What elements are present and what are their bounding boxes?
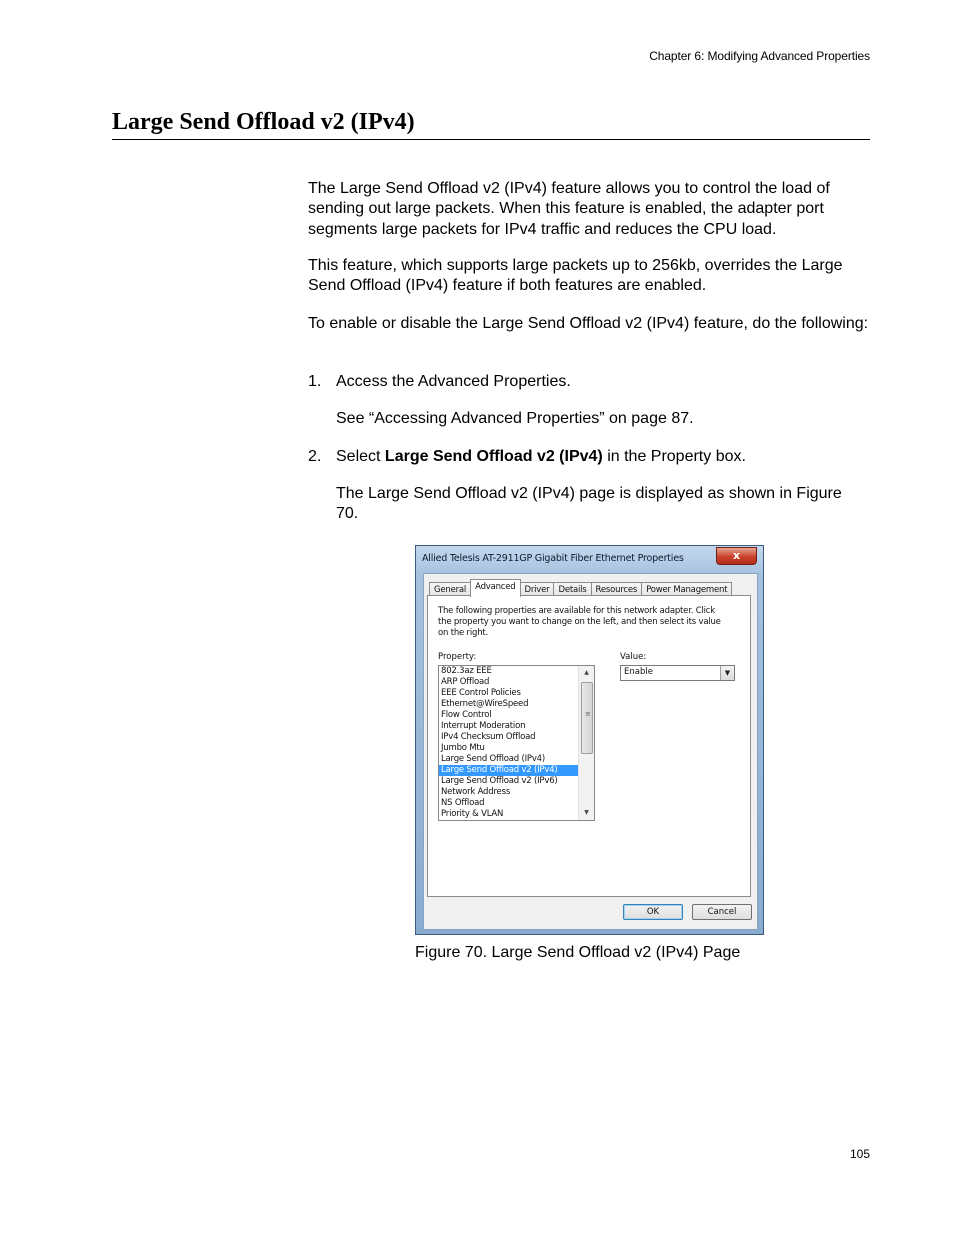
- tab-power-management[interactable]: Power Management: [641, 582, 732, 597]
- tab-advanced[interactable]: Advanced: [470, 579, 520, 597]
- property-label: Property:: [438, 652, 477, 662]
- list-item[interactable]: Priority & VLAN: [441, 809, 504, 819]
- paragraph-text: To enable or disable the Large Send Offload v2 (IPv4) feature, do the following:: [308, 315, 869, 332]
- panel-description: The following properties are available for this network adapter. Click the property you want to change on the left, and then select its value on the right.: [438, 606, 721, 638]
- step-text-before: Select: [336, 448, 385, 465]
- close-icon: x: [732, 549, 741, 562]
- value-dropdown[interactable]: [620, 665, 735, 681]
- cancel-button[interactable]: Cancel: [692, 904, 752, 920]
- tab-resources[interactable]: Resources: [591, 582, 643, 597]
- step-number: 2.: [308, 448, 322, 465]
- intro-paragraph: [308, 179, 874, 240]
- step-text-after: in the Property box.: [602, 448, 746, 465]
- list-item[interactable]: Interrupt Moderation: [441, 721, 526, 731]
- instructions-paragraph: [308, 314, 874, 334]
- value-selected-text: Enable: [624, 667, 653, 677]
- property-listbox[interactable]: [438, 665, 595, 821]
- section-title: Large Send Offload v2 (IPv4): [112, 106, 870, 140]
- scroll-thumb[interactable]: [581, 682, 593, 754]
- step-2: [308, 447, 746, 467]
- listbox-scrollbar[interactable]: [578, 666, 594, 820]
- chevron-down-icon[interactable]: ▼: [720, 666, 734, 680]
- list-item[interactable]: EEE Control Policies: [441, 688, 521, 698]
- tab-strip: [429, 579, 731, 596]
- dialog-title: Allied Telesis AT-2911GP Gigabit Fiber Ethernet Properties: [422, 553, 684, 564]
- list-item[interactable]: Jumbo Mtu: [441, 743, 485, 753]
- properties-dialog: [415, 545, 764, 935]
- ok-button[interactable]: OK: [623, 904, 683, 920]
- step-1-detail: See “Accessing Advanced Properties” on page 87.: [336, 410, 694, 427]
- override-paragraph: [308, 256, 874, 297]
- step-1: [308, 372, 571, 392]
- tab-driver[interactable]: Driver: [520, 582, 555, 597]
- page-number: 105: [849, 1147, 870, 1161]
- list-item[interactable]: IPv4 Checksum Offload: [441, 732, 536, 742]
- step-number: 1.: [308, 373, 322, 390]
- running-header: Chapter 6: Modifying Advanced Properties: [649, 49, 870, 63]
- list-item[interactable]: Large Send Offload (IPv4): [441, 754, 545, 764]
- list-item[interactable]: Ethernet@WireSpeed: [441, 699, 529, 709]
- scroll-up-icon[interactable]: ▲: [584, 669, 589, 676]
- scroll-down-icon[interactable]: ▼: [584, 809, 589, 816]
- paragraph-text: This feature, which supports large packets up to 256kb, overrides the Large Send Offload (IPv4) feature if both features are enabled.: [308, 257, 843, 295]
- list-item[interactable]: Large Send Offload v2 (IPv6): [441, 776, 558, 786]
- list-item-selected[interactable]: Large Send Offload v2 (IPv4): [439, 765, 578, 776]
- tab-general[interactable]: General: [429, 582, 471, 597]
- step-text: Access the Advanced Properties.: [336, 373, 571, 390]
- step-bold-term: Large Send Offload v2 (IPv4): [384, 448, 603, 465]
- step-2-detail: The Large Send Offload v2 (IPv4) page is displayed as shown in Figure 70.: [336, 485, 842, 523]
- list-item[interactable]: 802.3az EEE: [441, 666, 492, 676]
- list-item[interactable]: NS Offload: [441, 798, 485, 808]
- list-item[interactable]: Network Address: [441, 787, 511, 797]
- dialog-titlebar[interactable]: [416, 546, 763, 572]
- advanced-panel: [427, 595, 751, 897]
- value-label: Value:: [620, 652, 647, 662]
- figure-caption: Figure 70. Large Send Offload v2 (IPv4) Page: [415, 944, 741, 961]
- close-button[interactable]: [716, 547, 757, 565]
- grip-icon: ≡: [585, 710, 591, 718]
- tab-details[interactable]: Details: [553, 582, 591, 597]
- dialog-client: [423, 573, 758, 930]
- list-item[interactable]: ARP Offload: [441, 677, 490, 687]
- paragraph-text: The Large Send Offload v2 (IPv4) feature allows you to control the load of sending out large packets. When this feature is enabled, the adapter port segments large packets for IPv4 traffic and reduces the CPU load.: [308, 180, 830, 238]
- list-item[interactable]: Flow Control: [441, 710, 492, 720]
